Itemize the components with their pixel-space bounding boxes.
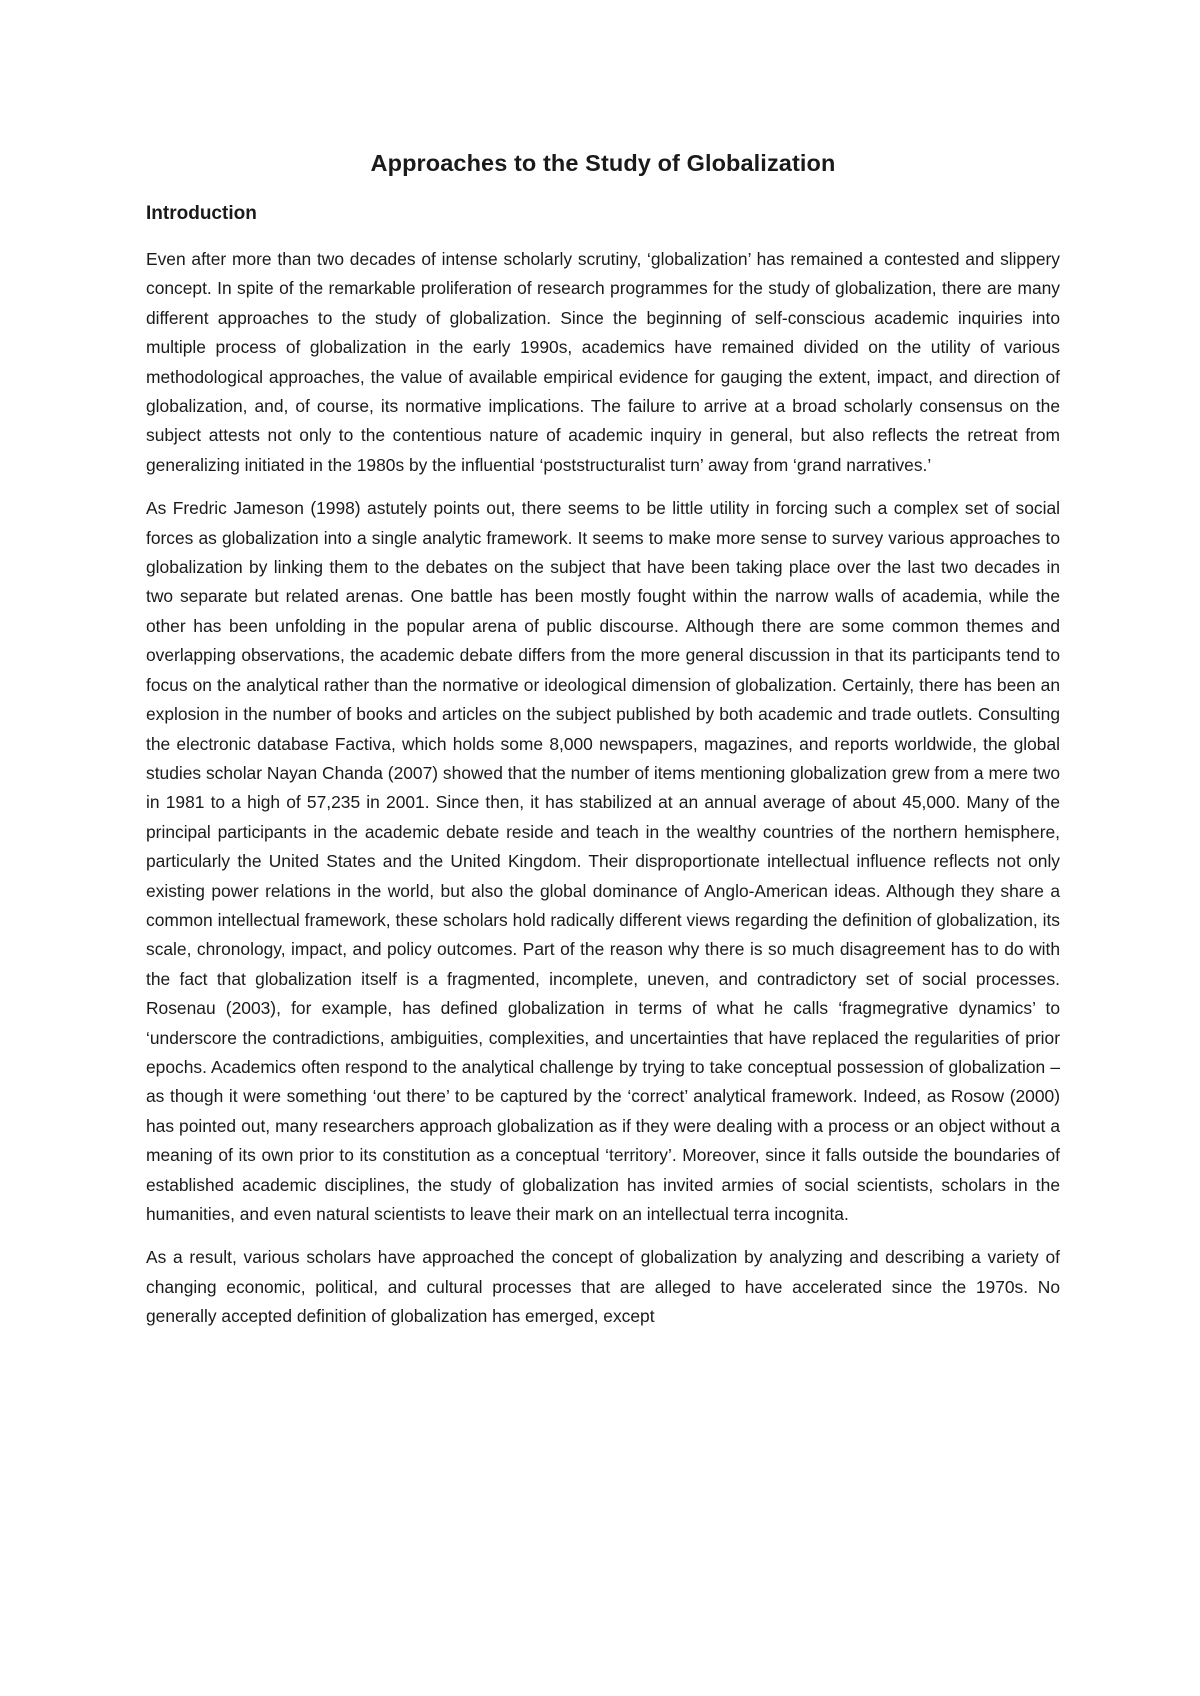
paragraph-2: As Fredric Jameson (1998) astutely points out, there seems to be little utility in forcing such a complex set of social forces as globalization into a single analytic framework. It seems to make more sense to survey various approaches to globalization by linking them to the debates on the subject that have been taking place over the last two decades in two separate but related arenas. One battle has been mostly fought within the narrow walls of academia, while the other has been unfolding in the popular arena of public discourse. Although there are some common themes and overlapping observations, the academic debate differs from the more general discussion in that its participants tend to focus on the analytical rather than the normative or ideological dimension of globalization. Certainly, there has been an explosion in the number of books and articles on the subject published by both academic and trade outlets. Consulting the electronic database Factiva, which holds some 8,000 newspapers, magazines, and reports worldwide, the global studies scholar Nayan Chanda (2007) showed that the number of items mentioning globalization grew from a mere two in 1981 to a high of 57,235 in 2001. Since then, it has stabilized at an annual average of about 45,000. Many of the principal participants in the academic debate reside and teach in the wealthy countries of the northern hemisphere, particularly the United States and the United Kingdom. Their disproportionate intellectual influence reflects not only existing power relations in the world, but also the global dominance of Anglo-American ideas. Although they share a common intellectual framework, these scholars hold radically different views regarding the definition of globalization, its scale, chronology, impact, and policy outcomes. Part of the reason why there is so much disagreement has to do with the fact that globalization itself is a fragmented, incomplete, uneven, and contradictory set of social processes. Rosenau (2003), for example, has defined globalization in terms of what he calls ‘fragmegrative dynamics’ to ‘underscore the contradictions, ambiguities, complexities, and uncertainties that have replaced the regularities of prior epochs. Academics often respond to the analytical challenge by trying to take conceptual possession of globalization – as though it were something ‘out there’ to be captured by the ‘correct’ analytical framework. Indeed, as Rosow (2000) has pointed out, many researchers approach globalization as if they were dealing with a process or an object without a meaning of its own prior to its constitution as a conceptual ‘territory’. Moreover, since it falls outside the boundaries of established academic disciplines, the study of globalization has invited armies of social scientists, scholars in the humanities, and even natural scientists to leave their mark on an intellectual terra incognita.	[146, 498, 1060, 1224]
paragraph-3: As a result, various scholars have approached the concept of globalization by analyzing and describing a variety of changing economic, political, and cultural processes that are alleged to have accelerated since the 1970s. No generally accepted definition of globalization has emerged, except	[146, 1247, 1060, 1327]
section-heading-introduction: Introduction	[146, 203, 257, 224]
paragraph-1: Even after more than two decades of intense scholarly scrutiny, ‘globalization’ has remained a contested and slippery concept. In spite of the remarkable proliferation of research programmes for the study of globalization, there are many different approaches to the study of globalization. Since the beginning of self-conscious academic inquiries into multiple process of globalization in the early 1990s, academics have remained divided on the utility of various methodological approaches, the value of available empirical evidence for gauging the extent, impact, and direction of globalization, and, of course, its normative implications. The failure to arrive at a broad scholarly consensus on the subject attests not only to the contentious nature of academic inquiry in general, but also reflects the retreat from generalizing initiated in the 1980s by the influential ‘poststructuralist turn’ away from ‘grand narratives.’	[146, 249, 1060, 475]
document-body	[146, 147, 1060, 1346]
document-title: Approaches to the Study of Globalization	[370, 150, 836, 176]
